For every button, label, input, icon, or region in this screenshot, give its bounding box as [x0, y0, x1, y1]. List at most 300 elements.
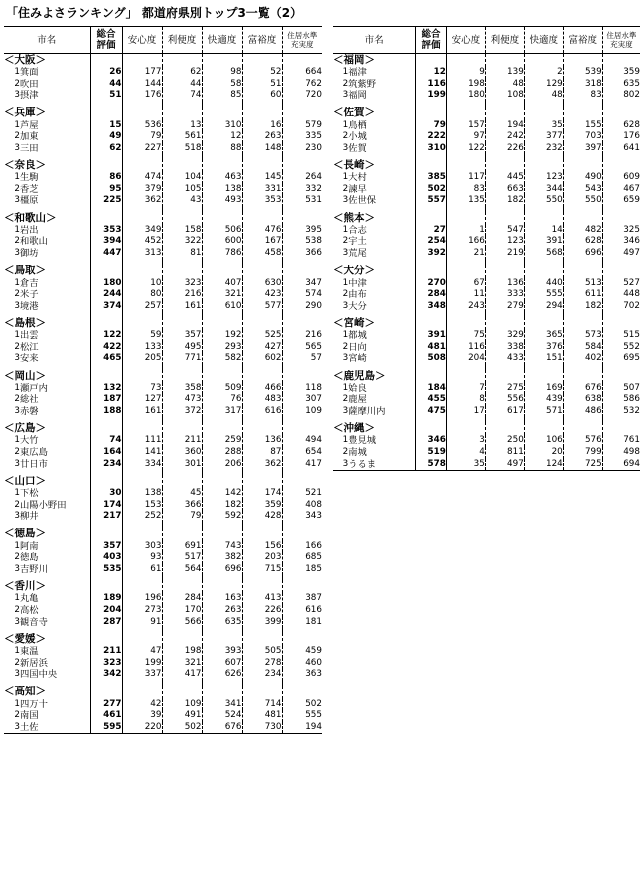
rank-cell: 1 [14, 382, 20, 393]
riben-score: 495 [162, 342, 202, 354]
anshin-score: 4 [479, 447, 485, 458]
anshin-score: 79 [150, 131, 162, 142]
rank-cell: 1 [342, 224, 349, 235]
city-name: 箕面 [20, 67, 39, 78]
city-name: 新居浜 [20, 657, 48, 669]
table-row [333, 406, 640, 418]
fuyu-score: 630 [242, 278, 282, 290]
total-score: 199 [416, 90, 447, 102]
rank-cell: 2 [342, 394, 349, 405]
prefecture-row [333, 370, 640, 383]
table-row [4, 236, 322, 248]
kaiteki-score: 321 [202, 289, 242, 301]
total-score: 184 [416, 383, 447, 395]
fuyu-score: 156 [242, 541, 282, 553]
anshin-score: 157 [468, 119, 485, 130]
riben-score: 62 [162, 67, 202, 79]
riben-score: 170 [162, 605, 202, 617]
fuyu-score: 611 [563, 289, 602, 301]
table-row [333, 79, 640, 91]
total-score: 95 [90, 184, 122, 196]
fuyu-score: 714 [242, 699, 282, 711]
anshin-score: 337 [144, 669, 162, 680]
kaiteki-score: 151 [524, 353, 563, 365]
fuyu-score: 427 [242, 342, 282, 354]
riben-score: 79 [162, 511, 202, 523]
kaiteki-score: 2 [524, 67, 563, 79]
riben-score: 216 [162, 289, 202, 301]
kaiteki-score: 76 [202, 394, 242, 406]
total-score: 277 [90, 699, 122, 711]
rank-cell: 1 [342, 67, 349, 77]
fuyu-score: 576 [563, 435, 602, 447]
riben-score: 566 [162, 617, 202, 629]
rank-cell: 2 [14, 499, 20, 510]
city-name: うるま [348, 459, 416, 471]
rank-cell: 3 [342, 90, 349, 101]
total-score: 86 [90, 172, 122, 184]
total-score: 225 [90, 195, 122, 207]
riben-score: 219 [485, 248, 524, 260]
riben-score: 338 [485, 342, 524, 354]
kaiteki-score: 182 [202, 500, 242, 512]
fuyu-score: 481 [242, 710, 282, 722]
rank-cell: 3 [14, 405, 20, 416]
table-row [333, 435, 640, 447]
fuyu-score: 60 [242, 90, 282, 102]
table-row [333, 90, 640, 102]
total-score: 310 [416, 143, 447, 155]
total-score: 26 [90, 67, 122, 79]
city-name: 大竹 [20, 435, 39, 447]
table-row [4, 143, 322, 155]
kaiteki-score: 106 [524, 435, 563, 447]
fuyu-score: 539 [563, 67, 602, 79]
riben-score: 279 [485, 301, 524, 313]
anshin-score: 161 [144, 405, 162, 416]
table-row [333, 353, 640, 365]
total-score: 211 [90, 646, 122, 658]
rank-cell: 1 [14, 488, 20, 499]
anshin-score: 9 [479, 67, 485, 77]
riben-score: 502 [162, 722, 202, 734]
city-name: 都城 [348, 330, 367, 342]
header-jukyo: 住居水準 充実度 [602, 27, 640, 54]
total-score: 284 [416, 289, 447, 301]
jukyo-score: 408 [282, 500, 322, 512]
anshin-score: 7 [479, 382, 485, 393]
jukyo-score: 498 [602, 447, 640, 459]
table-row [333, 143, 640, 155]
jukyo-score: 497 [602, 248, 640, 260]
jukyo-score: 332 [282, 184, 322, 196]
total-score: 287 [90, 617, 122, 629]
rank-cell: 1 [14, 224, 20, 235]
jukyo-score: 166 [282, 541, 322, 553]
rank-cell: 1 [342, 382, 349, 393]
jukyo-score: 515 [602, 330, 640, 342]
kaiteki-score: 232 [524, 143, 563, 155]
jukyo-score: 616 [282, 605, 322, 617]
prefecture-name: ＜岡山＞ [4, 369, 46, 382]
rank-cell: 2 [342, 183, 349, 194]
city-name: 岩出 [20, 224, 39, 236]
jukyo-score: 654 [282, 447, 322, 459]
riben-score: 226 [485, 143, 524, 155]
rank-cell: 2 [14, 289, 20, 300]
total-score: 374 [90, 301, 122, 313]
table-row [333, 225, 640, 237]
city-name: 鹿屋 [348, 394, 367, 406]
header-total: 総合 評価 [90, 27, 122, 54]
jukyo-score: 448 [602, 289, 640, 301]
header-total: 総合 評価 [416, 27, 447, 54]
city-name: 下松 [20, 488, 39, 500]
total-score: 519 [416, 447, 447, 459]
kaiteki-score: 20 [524, 447, 563, 459]
jukyo-score: 459 [282, 646, 322, 658]
fuyu-score: 234 [242, 669, 282, 681]
fuyu-score: 155 [563, 120, 602, 132]
city-name: 廿日市 [20, 458, 48, 470]
city-name: 宮崎 [348, 353, 367, 365]
kaiteki-score: 365 [524, 330, 563, 342]
anshin-score: 117 [468, 172, 485, 183]
fuyu-score: 715 [242, 564, 282, 576]
prefecture-name: ＜熊本＞ [333, 211, 375, 224]
fuyu-score: 483 [242, 394, 282, 406]
fuyu-score: 513 [563, 278, 602, 290]
city-name: 東広島 [20, 447, 48, 459]
fuyu-score: 577 [242, 301, 282, 313]
anshin-score: 127 [144, 394, 162, 405]
city-name: 倉吉 [20, 277, 39, 289]
table-row [4, 617, 322, 629]
table-row [4, 342, 322, 354]
anshin-score: 243 [468, 300, 485, 311]
riben-score: 139 [485, 67, 524, 79]
riben-score: 194 [485, 120, 524, 132]
kaiteki-score: 12 [202, 131, 242, 143]
header-city: 市名 [333, 27, 416, 54]
prefecture-row [4, 54, 322, 68]
riben-score: 108 [485, 90, 524, 102]
kaiteki-score: 58 [202, 79, 242, 91]
table-row [333, 278, 640, 290]
city-name: 松江 [20, 341, 39, 353]
jukyo-score: 521 [282, 488, 322, 500]
riben-score: 517 [162, 552, 202, 564]
city-name: 御坊 [20, 248, 39, 260]
anshin-score: 379 [144, 183, 162, 194]
rank-cell: 1 [14, 330, 20, 341]
anshin-score: 3 [479, 435, 485, 446]
kaiteki-score: 506 [202, 225, 242, 237]
kaiteki-score: 310 [202, 120, 242, 132]
jukyo-score: 664 [282, 67, 322, 79]
city-name: 豊見城 [348, 435, 377, 447]
city-name: 高松 [20, 604, 39, 616]
jukyo-score: 685 [282, 552, 322, 564]
total-score: 30 [90, 488, 122, 500]
total-score: 348 [416, 301, 447, 313]
riben-score: 433 [485, 353, 524, 365]
anshin-score: 303 [144, 540, 162, 551]
total-score: 51 [90, 90, 122, 102]
rank-cell: 3 [4, 722, 20, 734]
header-fuyu: 富裕度 [563, 27, 602, 54]
kaiteki-score: 743 [202, 541, 242, 553]
total-score: 74 [90, 435, 122, 447]
jukyo-score: 802 [602, 90, 640, 102]
rank-cell: 3 [14, 563, 20, 574]
anshin-score: 67 [473, 277, 485, 288]
city-name: 佐世保 [348, 195, 377, 207]
riben-score: 691 [162, 541, 202, 553]
riben-score: 811 [485, 447, 524, 459]
table-row [4, 710, 322, 722]
jukyo-score: 216 [282, 330, 322, 342]
city-name: 荒尾 [348, 248, 367, 260]
table-row [4, 67, 322, 79]
riben-score: 211 [162, 435, 202, 447]
rank-cell: 3 [14, 511, 20, 522]
anshin-score: 39 [150, 710, 162, 721]
total-score: 174 [90, 500, 122, 512]
fuyu-score: 486 [563, 406, 602, 418]
kaiteki-score: 163 [202, 593, 242, 605]
fuyu-score: 482 [563, 225, 602, 237]
kaiteki-score: 555 [524, 289, 563, 301]
kaiteki-score: 169 [524, 383, 563, 395]
rank-cell: 2 [14, 447, 20, 458]
anshin-score: 138 [144, 488, 162, 499]
kaiteki-score: 206 [202, 459, 242, 471]
prefecture-name: ＜鹿児島＞ [333, 369, 386, 382]
rank-cell: 2 [14, 131, 20, 142]
header-jukyo: 住居水準 充実度 [282, 27, 322, 54]
fuyu-score: 703 [563, 131, 602, 143]
prefecture-name: ＜和歌山＞ [4, 211, 57, 224]
rank-cell: 2 [14, 341, 20, 352]
prefecture-name: ＜高知＞ [4, 685, 46, 698]
city-name: 姶良 [348, 382, 367, 394]
table-row [333, 447, 640, 459]
fuyu-score: 423 [242, 289, 282, 301]
kaiteki-score: 294 [524, 301, 563, 313]
total-score: 164 [90, 447, 122, 459]
prefecture-row [4, 422, 322, 435]
city-name: 中津 [348, 277, 367, 289]
city-name: 薩摩川内 [348, 405, 386, 417]
anshin-score: 8 [479, 394, 485, 405]
table-row [4, 500, 322, 512]
prefecture-row [333, 107, 640, 120]
ranking-table-right [333, 26, 640, 471]
total-score: 15 [90, 120, 122, 132]
rank-cell: 3 [342, 142, 349, 153]
total-score: 403 [90, 552, 122, 564]
total-score: 270 [416, 278, 447, 290]
kaiteki-score: 600 [202, 236, 242, 248]
riben-score: 74 [162, 90, 202, 102]
ranking-table-left [4, 26, 322, 734]
table-row [333, 301, 640, 313]
riben-score: 105 [162, 184, 202, 196]
anshin-score: 334 [144, 458, 162, 469]
anshin-score: 176 [144, 90, 162, 101]
rank-cell: 2 [342, 236, 349, 247]
fuyu-score: 278 [242, 658, 282, 670]
prefecture-row [4, 107, 322, 120]
rank-cell: 3 [342, 248, 349, 259]
fuyu-score: 226 [242, 605, 282, 617]
table-row [4, 383, 322, 395]
kaiteki-score: 138 [202, 184, 242, 196]
anshin-score: 111 [144, 435, 162, 446]
total-score: 189 [90, 593, 122, 605]
kaiteki-score: 88 [202, 143, 242, 155]
riben-score: 48 [485, 79, 524, 91]
riben-score: 372 [162, 406, 202, 418]
jukyo-score: 366 [282, 248, 322, 260]
kaiteki-score: 786 [202, 248, 242, 260]
table-row [4, 394, 322, 406]
anshin-score: 474 [144, 172, 162, 183]
rank-cell: 2 [342, 289, 349, 300]
city-name: 境港 [20, 300, 39, 312]
anshin-score: 199 [144, 657, 162, 668]
prefecture-row [333, 317, 640, 330]
fuyu-score: 402 [563, 353, 602, 365]
anshin-score: 452 [144, 236, 162, 247]
anshin-score: 133 [144, 341, 162, 352]
riben-score: 329 [485, 330, 524, 342]
kaiteki-score: 592 [202, 511, 242, 523]
city-name: 南城 [348, 447, 367, 459]
city-name: 土佐 [20, 722, 90, 734]
fuyu-score: 628 [563, 236, 602, 248]
rank-cell: 3 [14, 458, 20, 469]
prefecture-row [333, 422, 640, 435]
kaiteki-score: 376 [524, 342, 563, 354]
riben-score: 491 [162, 710, 202, 722]
total-score: 475 [416, 406, 447, 418]
anshin-score: 205 [144, 353, 162, 364]
table-row [333, 394, 640, 406]
rank-cell: 2 [14, 657, 20, 668]
jukyo-score: 552 [602, 342, 640, 354]
rank-cell: 1 [14, 646, 20, 657]
prefecture-name: ＜奈良＞ [4, 159, 46, 171]
table-row [4, 459, 322, 471]
riben-score: 321 [162, 658, 202, 670]
table-row [4, 669, 322, 681]
rank-cell: 3 [14, 90, 20, 101]
rank-cell: 1 [342, 277, 349, 288]
fuyu-score: 167 [242, 236, 282, 248]
anshin-score: 220 [122, 722, 162, 734]
jukyo-score: 176 [602, 131, 640, 143]
kaiteki-score: 635 [202, 617, 242, 629]
jukyo-score: 494 [282, 435, 322, 447]
jukyo-score: 363 [282, 669, 322, 681]
kaiteki-score: 124 [524, 459, 563, 471]
rank-cell: 2 [14, 183, 20, 194]
riben-score: 45 [162, 488, 202, 500]
jukyo-score: 181 [282, 617, 322, 629]
total-score: 346 [416, 435, 447, 447]
fuyu-score: 428 [242, 511, 282, 523]
jukyo-score: 417 [282, 459, 322, 471]
rank-cell: 2 [14, 604, 20, 615]
rank-cell: 3 [14, 195, 20, 206]
total-score: 447 [90, 248, 122, 260]
prefecture-row [4, 528, 322, 541]
anshin-score: 273 [144, 604, 162, 615]
rank-cell: 2 [342, 131, 349, 142]
fuyu-score: 318 [563, 79, 602, 91]
fuyu-score: 145 [242, 172, 282, 184]
anshin-score: 91 [150, 616, 162, 627]
prefecture-name: ＜愛媛＞ [4, 633, 46, 645]
rank-cell: 1 [342, 435, 349, 446]
city-name: 出雲 [20, 330, 39, 342]
city-name: 由布 [348, 289, 367, 301]
fuyu-score: 638 [563, 394, 602, 406]
city-name: 徳島 [20, 552, 39, 564]
kaiteki-score: 377 [524, 131, 563, 143]
city-name: 日向 [348, 341, 367, 353]
riben-score: 136 [485, 278, 524, 290]
riben-score: 518 [162, 143, 202, 155]
city-name: 南国 [20, 710, 39, 722]
total-score: 595 [90, 722, 122, 734]
total-score: 188 [90, 406, 122, 418]
total-score: 62 [90, 143, 122, 155]
fuyu-score: 52 [242, 67, 282, 79]
fuyu-score: 359 [242, 500, 282, 512]
kaiteki-score: 524 [202, 710, 242, 722]
table-row [4, 699, 322, 711]
rank-cell: 2 [14, 394, 20, 405]
fuyu-score: 263 [242, 131, 282, 143]
jukyo-score: 335 [282, 131, 322, 143]
table-row [4, 605, 322, 617]
jukyo-score: 555 [282, 710, 322, 722]
total-score: 481 [416, 342, 447, 354]
fuyu-score: 616 [242, 406, 282, 418]
anshin-score: 153 [144, 499, 162, 510]
kaiteki-score: 696 [202, 564, 242, 576]
kaiteki-score: 393 [202, 646, 242, 658]
kaiteki-score: 98 [202, 67, 242, 79]
total-score: 535 [90, 564, 122, 576]
fuyu-score: 490 [563, 172, 602, 184]
anshin-score: 135 [468, 195, 485, 206]
rank-cell: 3 [14, 248, 20, 259]
prefecture-name: ＜福岡＞ [333, 53, 375, 66]
riben-score: 109 [162, 699, 202, 711]
prefecture-row [4, 633, 322, 646]
jukyo-score: 347 [282, 278, 322, 290]
riben-score: 301 [162, 459, 202, 471]
fuyu-score: 476 [242, 225, 282, 237]
city-name: 小城 [348, 131, 367, 143]
jukyo-score: 532 [602, 406, 640, 418]
riben-score: 556 [485, 394, 524, 406]
table-row [333, 172, 640, 184]
